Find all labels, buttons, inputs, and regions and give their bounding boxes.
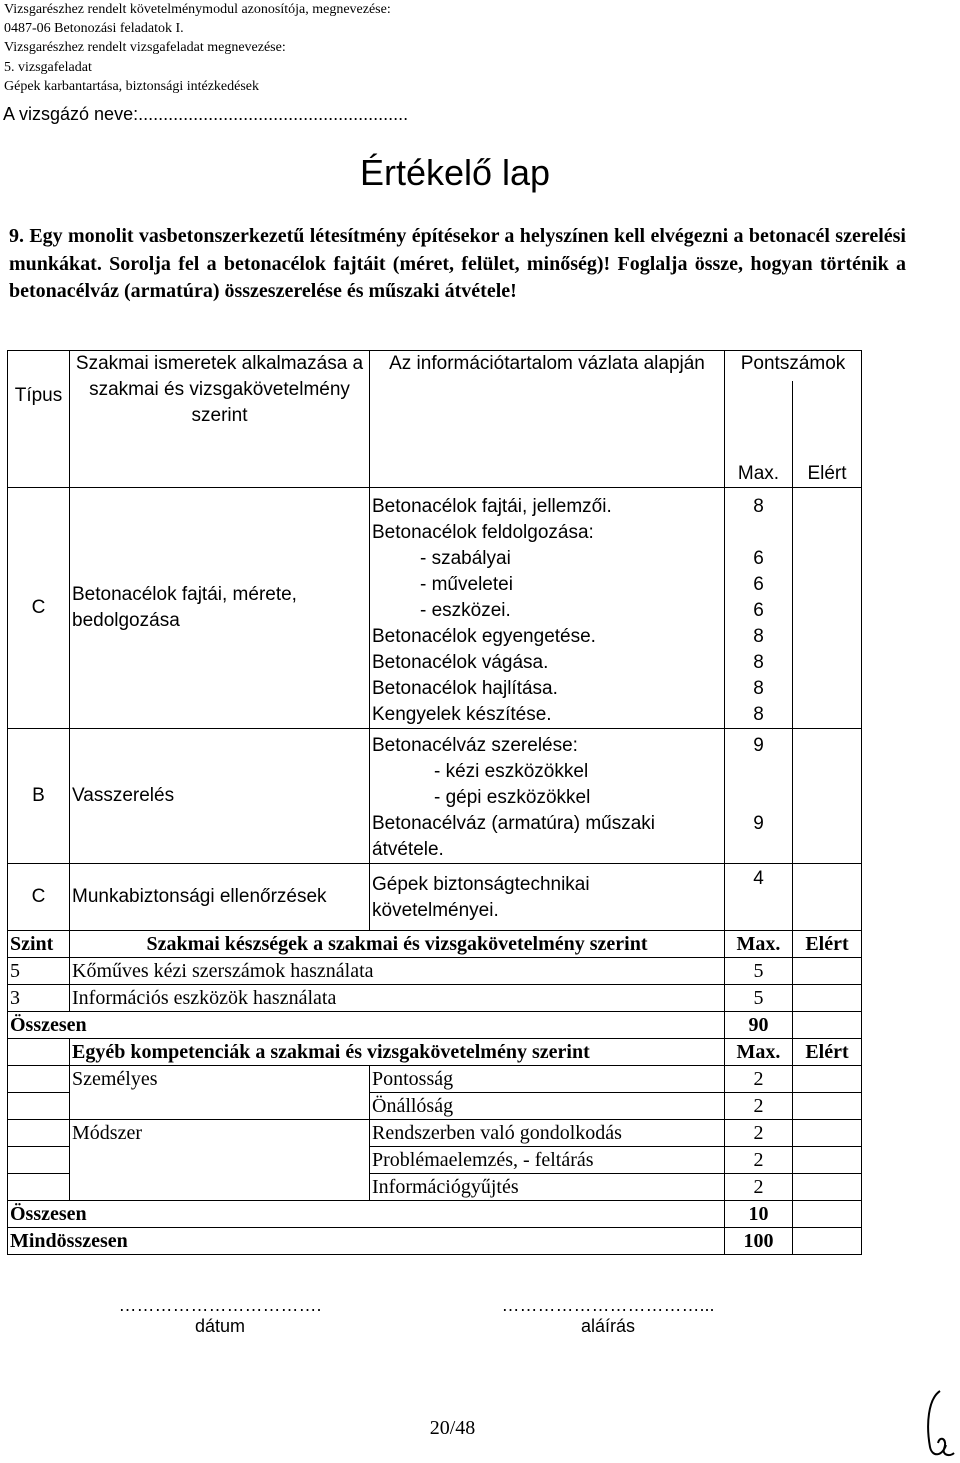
outline-line: Betonacélváz (armatúra) műszaki xyxy=(372,813,655,834)
table-row xyxy=(8,488,862,729)
task-label: Vizsgarészhez rendelt vizsgafeladat megnevezése: xyxy=(4,40,286,56)
handwritten-initials-icon xyxy=(918,1385,958,1461)
competence-achieved xyxy=(793,1066,862,1093)
row-type: C xyxy=(8,488,70,729)
table-row xyxy=(8,864,862,931)
date-label: dátum xyxy=(194,1316,246,1336)
achieved-header: Elért xyxy=(793,381,862,488)
point-value: 8 xyxy=(753,678,764,699)
page-number: 20/48 xyxy=(429,1417,476,1439)
total-value: 90 xyxy=(725,1012,793,1039)
page-title: Értékelő lap xyxy=(359,152,551,193)
point-value xyxy=(727,785,790,811)
point-value xyxy=(727,520,790,546)
outline-line: - eszközei. xyxy=(420,600,511,621)
point-value: 6 xyxy=(753,600,764,621)
point-value: 6 xyxy=(753,574,764,595)
outline-line: - kézi eszközökkel xyxy=(434,761,589,782)
knowledge-header: Szakmai ismeretek alkalmazása a szakmai és vizsgakövetelmény szerint xyxy=(70,351,370,488)
grand-total-row xyxy=(8,1228,862,1255)
competence-achieved xyxy=(793,1174,862,1201)
competence-max: 2 xyxy=(725,1066,793,1093)
module-label: Vizsgarészhez rendelt követelménymodul azonosítója, megnevezése: xyxy=(4,2,391,17)
skills-header: Szakmai készségek a szakmai és vizsgakövetelmény szerint xyxy=(70,931,725,958)
skill-achieved xyxy=(793,985,862,1012)
document-header xyxy=(4,0,391,96)
skill-name: Kőműves kézi szerszámok használata xyxy=(70,958,725,985)
competence-achieved xyxy=(793,1120,862,1147)
skill-name: Információs eszközök használata xyxy=(70,985,725,1012)
outline-line: átvétele. xyxy=(372,839,444,860)
outline-line: - műveletei xyxy=(420,574,513,595)
row-knowledge: Vasszerelés xyxy=(70,729,370,864)
competence-max: 2 xyxy=(725,1120,793,1147)
table-row xyxy=(8,729,862,864)
table-row xyxy=(8,1120,862,1147)
row-type: B xyxy=(8,729,70,864)
competence-name: Pontosság xyxy=(370,1066,725,1093)
table-row xyxy=(8,958,862,985)
row-outline xyxy=(370,488,725,729)
outline-line: Betonacélok fajtái, jellemzői. xyxy=(372,496,612,517)
module-value: 0487-06 Betonozási feladatok I. xyxy=(4,21,184,37)
competence-name: Információgyűjtés xyxy=(370,1174,725,1201)
outline-line: Betonacélok hajlítása. xyxy=(372,678,558,699)
skill-level: 5 xyxy=(8,958,70,985)
examinee-name-field: A vizsgázó neve:...................................................... xyxy=(3,104,409,124)
grand-total-value: 100 xyxy=(725,1228,793,1255)
signature-block xyxy=(478,1295,738,1337)
task-name: Gépek karbantartása, biztonsági intézkedések xyxy=(4,78,260,94)
outline-line: Gépek biztonságtechnikai xyxy=(372,874,590,895)
row-achieved-points xyxy=(793,488,862,729)
competence-name: Rendszerben való gondolkodás xyxy=(370,1120,725,1147)
other-achieved-header: Elért xyxy=(793,1039,862,1066)
competence-group: Személyes xyxy=(70,1066,370,1120)
grand-total-achieved xyxy=(793,1228,862,1255)
competence-name: Problémaelemzés, - feltárás xyxy=(370,1147,725,1174)
outline-line: - szabályai xyxy=(420,548,511,569)
table-header-row xyxy=(8,351,862,382)
other-header-row xyxy=(8,1039,862,1066)
outline-line: Betonacélok egyengetése. xyxy=(372,626,596,647)
total-achieved xyxy=(793,1012,862,1039)
total-label: Összesen xyxy=(8,1201,725,1228)
point-value: 8 xyxy=(753,704,764,725)
date-dots: ……………………………. xyxy=(118,1295,322,1315)
row-max-points xyxy=(725,488,793,729)
competence-max: 2 xyxy=(725,1147,793,1174)
skill-max: 5 xyxy=(725,958,793,985)
skills-achieved-header: Elért xyxy=(793,931,862,958)
total-row xyxy=(8,1012,862,1039)
skills-max-header: Max. xyxy=(725,931,793,958)
total-row xyxy=(8,1201,862,1228)
point-value: 8 xyxy=(753,496,764,517)
table-row xyxy=(8,1066,862,1093)
competence-max: 2 xyxy=(725,1093,793,1120)
row-outline xyxy=(370,864,725,931)
evaluation-table xyxy=(7,350,862,1255)
type-header: Típus xyxy=(8,351,70,488)
competence-achieved xyxy=(793,1147,862,1174)
skill-achieved xyxy=(793,958,862,985)
point-value: 9 xyxy=(753,735,764,756)
level-header: Szint xyxy=(8,931,70,958)
table-row xyxy=(8,985,862,1012)
skill-max: 5 xyxy=(725,985,793,1012)
point-value: 6 xyxy=(753,548,764,569)
total-value: 10 xyxy=(725,1201,793,1228)
row-max-points xyxy=(725,729,793,864)
competence-group: Módszer xyxy=(70,1120,370,1201)
competence-max: 2 xyxy=(725,1174,793,1201)
outline-line: Betonacélváz szerelése: xyxy=(372,735,578,756)
outline-line: Betonacélok feldolgozása: xyxy=(372,522,594,543)
row-achieved-points xyxy=(793,864,862,931)
grand-total-label: Mindösszesen xyxy=(8,1228,725,1255)
outline-header: Az információtartalom vázlata alapján xyxy=(370,351,725,488)
point-value: 8 xyxy=(753,652,764,673)
row-knowledge: Betonacélok fajtái, mérete, bedolgozása xyxy=(70,488,370,729)
task-description: 9. Egy monolit vasbetonszerkezetű létesítmény építésekor a helyszínen kell elvégezni a betonacél szerelési munkákat. Sorolja fel a betonacélok fajtáit (méret, felület, minőség)! Foglalja össze, hogyan történik a betonacélváz (armatúra) összeszerelése és műszaki átvétele! xyxy=(9,225,906,302)
point-value xyxy=(727,837,790,863)
task-number: 5. vizsgafeladat xyxy=(4,59,92,75)
points-header: Pontszámok xyxy=(725,351,862,382)
other-header: Egyéb kompetenciák a szakmai és vizsgakövetelmény szerint xyxy=(70,1039,725,1066)
total-label: Összesen xyxy=(8,1012,725,1039)
row-max-points: 4 xyxy=(725,864,793,931)
row-achieved-points xyxy=(793,729,862,864)
signature-label: aláírás xyxy=(580,1316,636,1336)
point-value xyxy=(727,759,790,785)
outline-line: Kengyelek készítése. xyxy=(372,704,552,725)
row-outline xyxy=(370,729,725,864)
skills-header-row xyxy=(8,931,862,958)
outline-line: - gépi eszközökkel xyxy=(434,787,591,808)
outline-line: követelményei. xyxy=(372,900,499,921)
outline-line: Betonacélok vágása. xyxy=(372,652,549,673)
row-type: C xyxy=(8,864,70,931)
competence-name: Önállóság xyxy=(370,1093,725,1120)
total-achieved xyxy=(793,1201,862,1228)
row-knowledge: Munkabiztonsági ellenőrzések xyxy=(70,864,370,931)
date-signature-block xyxy=(95,1295,345,1337)
signature-dots: ……………………………... xyxy=(501,1295,715,1315)
competence-achieved xyxy=(793,1093,862,1120)
point-value: 8 xyxy=(753,626,764,647)
max-header: Max. xyxy=(725,381,793,488)
other-max-header: Max. xyxy=(725,1039,793,1066)
point-value: 9 xyxy=(753,813,764,834)
skill-level: 3 xyxy=(8,985,70,1012)
